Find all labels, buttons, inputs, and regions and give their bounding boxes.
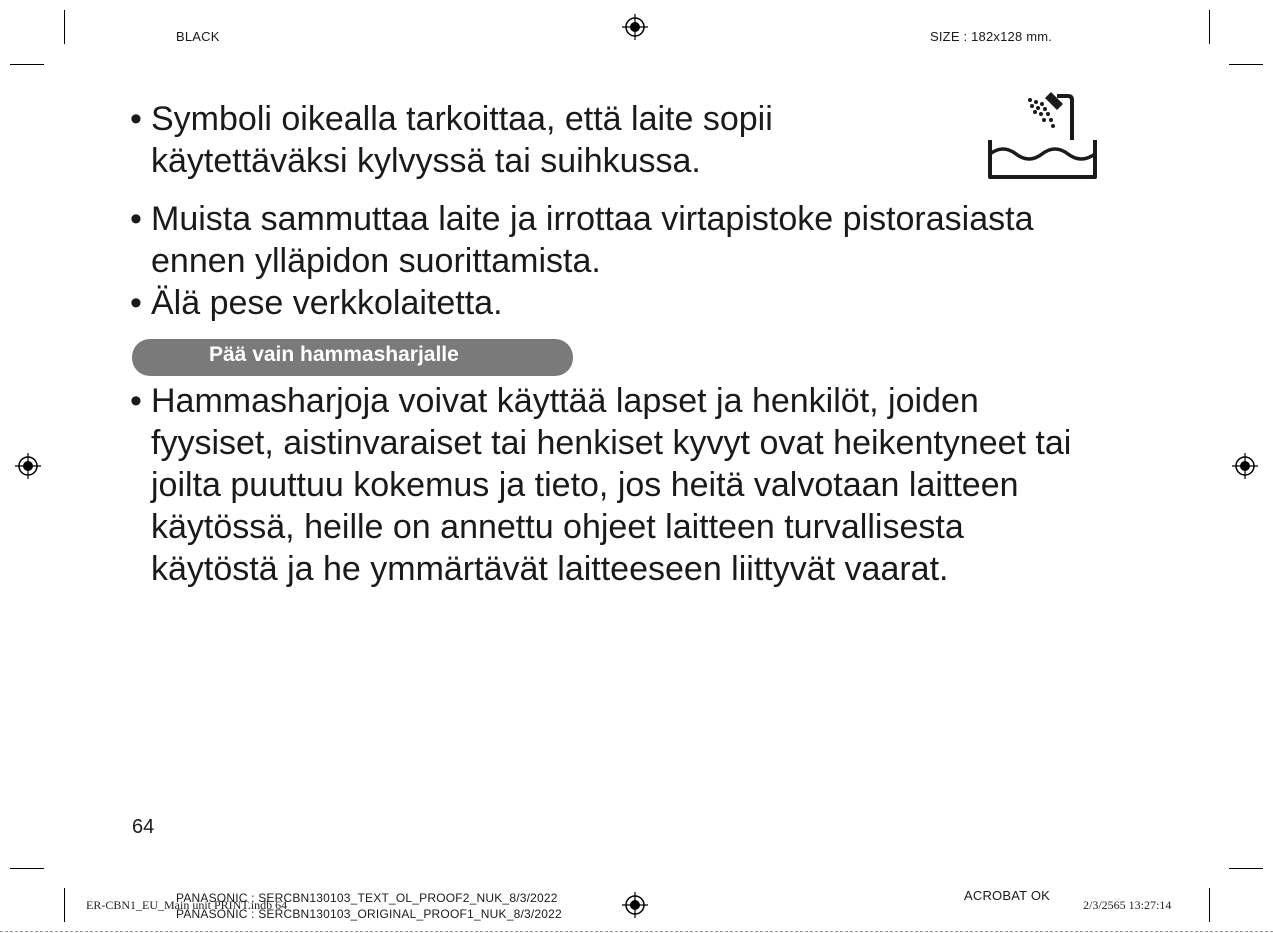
crop-mark-bottom-left-h (10, 868, 44, 869)
list-item (130, 98, 980, 182)
list-item-text: Hammasharjoja voivat käyttää lapset ja henkilöt, joiden fyysiset, aistinvaraiset tai henkiset kyvyt ovat heikentyneet tai joilta puuttuu kokemus ja tieto, jos heitä valvotaan laitteen käytössä, heille on annettu ohjeet laitteen turvallisesta käytöstä ja he ymmärtävät laitteeseen liittyvät vaarat. (151, 382, 1072, 588)
registration-mark-left-icon (15, 453, 41, 479)
section-heading-banner (132, 339, 573, 376)
list-item (130, 380, 1180, 592)
proof-line-2: PANASONIC : SERCBN130103_ORIGINAL_PROOF1_NUK_8/3/2022 (176, 907, 562, 921)
page-number: 64 (132, 816, 155, 838)
page-edge-line (0, 931, 1273, 932)
bullet-dot: • (130, 200, 142, 238)
bath-shower-icon (985, 92, 1100, 182)
crop-mark-bottom-right-h (1229, 868, 1263, 869)
list-item (130, 282, 830, 324)
timestamp: 2/3/2565 13:27:14 (1083, 898, 1172, 912)
registration-mark-bottom-icon (622, 892, 648, 918)
size-label: SIZE : 182x128 mm. (930, 29, 1053, 44)
crop-mark-top-left-h (10, 64, 44, 65)
crop-mark-top-left-v (64, 10, 65, 44)
file-name: ER-CBN1_EU_Main unit PRINT.indb 64 (86, 898, 288, 912)
registration-mark-right-icon (1232, 453, 1258, 479)
list-item (130, 198, 1130, 282)
bullet-dot: • (130, 100, 142, 138)
crop-mark-top-right-v (1209, 10, 1210, 44)
proof-line-1: PANASONIC : SERCBN130103_TEXT_OL_PROOF2_NUK_8/3/2022 (176, 891, 558, 905)
crop-mark-bottom-right-v (1209, 888, 1210, 922)
list-item-text: Symboli oikealla tarkoittaa, että laite sopii käytettäväksi kylvyssä tai suihkussa. (151, 100, 773, 180)
bullet-dot: • (130, 382, 142, 420)
acrobat-status: ACROBAT OK (964, 888, 1051, 903)
section-heading: Pää vain hammasharjalle (209, 343, 459, 366)
list-item-text: Älä pese verkkolaitetta. (151, 284, 503, 322)
crop-mark-bottom-left-v (64, 888, 65, 922)
color-label: BLACK (176, 29, 220, 44)
crop-mark-top-right-h (1229, 64, 1263, 65)
registration-mark-top-icon (622, 14, 648, 40)
bullet-dot: • (130, 284, 142, 322)
list-item-text: Muista sammuttaa laite ja irrottaa virtapistoke pistorasiasta ennen ylläpidon suorittamista. (151, 200, 1034, 280)
